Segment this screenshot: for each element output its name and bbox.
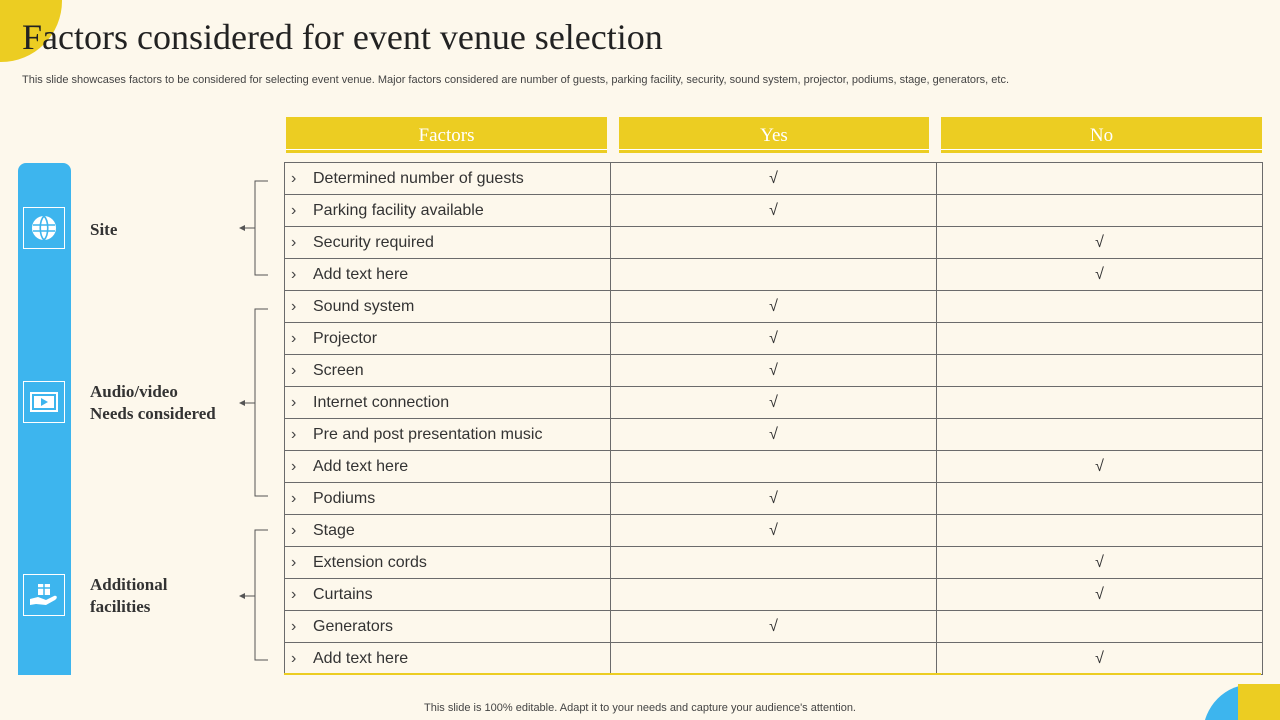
no-cell: [937, 355, 1263, 387]
table-row: [285, 355, 1263, 387]
chevron-right-icon: ›: [291, 457, 297, 475]
factor-cell: [285, 419, 611, 451]
yes-cell: [611, 259, 937, 291]
yes-cell: √: [611, 195, 937, 227]
table-row: [285, 227, 1263, 259]
table-row: [285, 259, 1263, 291]
no-cell: [937, 195, 1263, 227]
no-cell: [937, 515, 1263, 547]
category-brackets: [0, 0, 290, 720]
table-row: [285, 323, 1263, 355]
factor-cell: [285, 195, 611, 227]
factor-cell: [285, 227, 611, 259]
yes-cell: √: [611, 611, 937, 643]
yes-cell: √: [611, 355, 937, 387]
table-row: [285, 579, 1263, 611]
factor-label: Internet connection: [313, 393, 450, 411]
yes-cell: √: [611, 387, 937, 419]
header-no: No: [941, 117, 1262, 153]
table-row: [285, 515, 1263, 547]
no-cell: √: [937, 547, 1263, 579]
factors-table: [284, 162, 1263, 675]
factor-label: Pre and post presentation music: [313, 425, 543, 443]
category-site-label: Site: [90, 220, 118, 239]
table-row: [285, 451, 1263, 483]
yes-cell: √: [611, 483, 937, 515]
yes-cell: √: [611, 291, 937, 323]
table-bottom-accent: [284, 673, 1261, 675]
factor-cell: [285, 515, 611, 547]
chevron-right-icon: ›: [291, 265, 297, 283]
chevron-right-icon: ›: [291, 425, 297, 443]
factor-cell: [285, 579, 611, 611]
factor-cell: [285, 547, 611, 579]
yes-cell: √: [611, 323, 937, 355]
factor-cell: [285, 259, 611, 291]
factor-label: Add text here: [313, 457, 409, 475]
corner-decoration-bottom-right: [1203, 684, 1280, 720]
chevron-right-icon: ›: [291, 585, 297, 603]
factor-cell: [285, 483, 611, 515]
factor-cell: [285, 387, 611, 419]
slide-title: Factors considered for event venue selection: [22, 17, 663, 57]
factor-cell: [285, 163, 611, 195]
factor-cell: [285, 611, 611, 643]
chevron-right-icon: ›: [291, 393, 297, 411]
factor-label: Determined number of guests: [313, 169, 524, 187]
table-row: [285, 195, 1263, 227]
chevron-right-icon: ›: [291, 169, 297, 187]
category-audio-video-label: Audio/video Needs considered: [90, 382, 216, 423]
slide-subtitle: This slide showcases factors to be considered for selecting event venue. Major factors considered are number of guests, parking facility, security, sound system, projector, podiums, stage, generators, etc.: [22, 74, 1010, 86]
factor-cell: [285, 643, 611, 675]
chevron-right-icon: ›: [291, 329, 297, 347]
header-yes: Yes: [619, 117, 929, 153]
chevron-right-icon: ›: [291, 617, 297, 635]
table-row: [285, 291, 1263, 323]
factor-label: Generators: [313, 617, 394, 635]
factor-label: Sound system: [313, 297, 415, 315]
factor-label: Add text here: [313, 265, 409, 283]
no-cell: [937, 163, 1263, 195]
chevron-right-icon: ›: [291, 297, 297, 315]
no-cell: [937, 291, 1263, 323]
factor-cell: [285, 451, 611, 483]
yes-cell: [611, 227, 937, 259]
yes-cell: [611, 643, 937, 675]
no-cell: √: [937, 259, 1263, 291]
yes-cell: [611, 451, 937, 483]
factor-label: Parking facility available: [313, 201, 484, 219]
no-cell: √: [937, 227, 1263, 259]
yes-cell: [611, 579, 937, 611]
factor-label: Security required: [313, 233, 434, 251]
no-cell: √: [937, 643, 1263, 675]
category-additional-facilities-label: Additional facilities: [90, 575, 168, 616]
table-row: [285, 483, 1263, 515]
chevron-right-icon: ›: [291, 201, 297, 219]
chevron-right-icon: ›: [291, 553, 297, 571]
header-factors: Factors: [286, 117, 607, 153]
factor-label: Podiums: [313, 489, 376, 507]
table-row: [285, 387, 1263, 419]
footer-note: This slide is 100% editable. Adapt it to your needs and capture your audience's attention.: [424, 702, 856, 714]
chevron-right-icon: ›: [291, 233, 297, 251]
factor-label: Screen: [313, 361, 364, 379]
no-cell: [937, 419, 1263, 451]
factor-label: Projector: [313, 329, 378, 347]
no-cell: [937, 387, 1263, 419]
yes-cell: √: [611, 419, 937, 451]
factor-cell: [285, 291, 611, 323]
table-row: [285, 643, 1263, 675]
table-row: [285, 611, 1263, 643]
factor-cell: [285, 355, 611, 387]
no-cell: [937, 483, 1263, 515]
table-row: [285, 547, 1263, 579]
factor-label: Add text here: [313, 649, 409, 667]
chevron-right-icon: ›: [291, 521, 297, 539]
chevron-right-icon: ›: [291, 649, 297, 667]
no-cell: [937, 611, 1263, 643]
table-row: [285, 163, 1263, 195]
table-row: [285, 419, 1263, 451]
yes-cell: [611, 547, 937, 579]
no-cell: [937, 323, 1263, 355]
factor-label: Extension cords: [313, 553, 427, 571]
chevron-right-icon: ›: [291, 361, 297, 379]
no-cell: √: [937, 451, 1263, 483]
no-cell: √: [937, 579, 1263, 611]
factor-label: Curtains: [313, 585, 373, 603]
yes-cell: √: [611, 163, 937, 195]
factor-label: Stage: [313, 521, 355, 539]
yes-cell: √: [611, 515, 937, 547]
factor-cell: [285, 323, 611, 355]
chevron-right-icon: ›: [291, 489, 297, 507]
